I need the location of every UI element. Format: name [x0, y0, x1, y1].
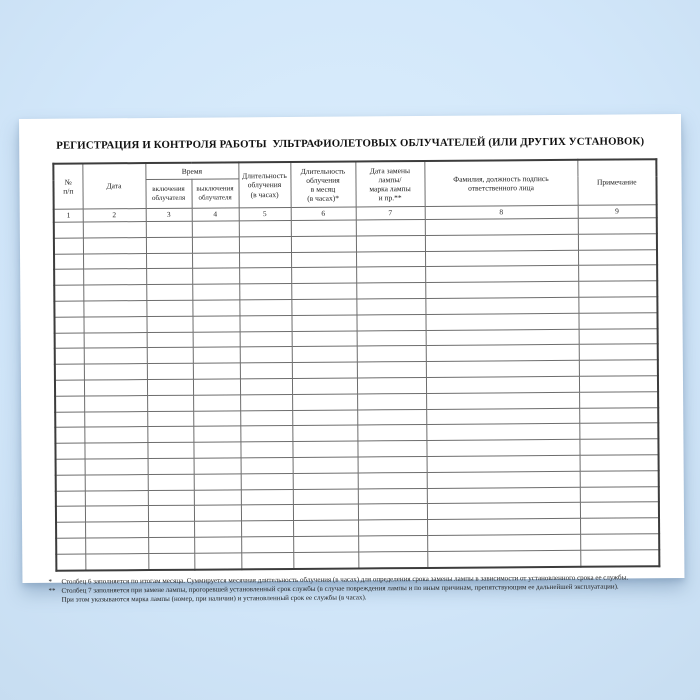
empty-form-cell [426, 376, 579, 393]
empty-form-cell [56, 475, 85, 491]
empty-form-cell [356, 235, 425, 251]
empty-form-cell [426, 392, 579, 409]
empty-form-cell [293, 520, 358, 536]
empty-form-cell [292, 362, 357, 378]
empty-form-cell [578, 297, 657, 313]
empty-form-cell [356, 283, 425, 299]
column-number-1: 1 [54, 209, 83, 222]
empty-form-cell [193, 410, 240, 426]
empty-form-cell [193, 379, 240, 395]
footnote-2-text-continuation: При этом указываются марка лампы (номер, при наличии) и установленный срок ее службы (в часах). [61, 593, 367, 605]
empty-form-cell [292, 441, 357, 457]
col-header-time-group: Время [145, 162, 238, 179]
empty-form-cell [579, 391, 658, 407]
empty-form-cell [146, 237, 192, 253]
empty-form-cell [241, 505, 293, 521]
empty-form-cell [192, 268, 239, 284]
empty-form-cell [148, 474, 194, 490]
document-page [19, 114, 684, 605]
empty-form-cell [291, 252, 356, 268]
empty-form-cell [580, 470, 659, 486]
column-number-5: 5 [239, 207, 291, 220]
empty-form-cell [55, 412, 84, 428]
empty-form-cell [56, 491, 85, 507]
empty-form-cell [148, 537, 194, 553]
empty-form-cell [358, 504, 427, 520]
table-body [54, 218, 660, 571]
empty-form-cell [578, 218, 657, 234]
empty-form-cell [83, 253, 146, 269]
empty-form-cell [291, 236, 356, 252]
empty-form-cell [54, 301, 83, 317]
empty-form-cell [193, 363, 240, 379]
empty-form-cell [425, 297, 578, 314]
empty-form-cell [425, 266, 578, 283]
empty-form-cell [240, 378, 292, 394]
empty-form-cell [357, 441, 426, 457]
empty-form-cell [293, 536, 358, 552]
empty-form-cell [426, 329, 579, 346]
empty-form-cell [579, 407, 658, 423]
empty-form-cell [240, 394, 292, 410]
empty-form-cell [240, 426, 292, 442]
empty-form-cell [147, 395, 193, 411]
empty-form-cell [358, 472, 427, 488]
column-number-4: 4 [192, 208, 239, 221]
col-header-remark: Примечание [577, 159, 656, 205]
empty-form-cell [358, 488, 427, 504]
empty-form-cell [241, 552, 293, 569]
empty-form-cell [194, 458, 241, 474]
empty-form-cell [192, 237, 239, 253]
empty-form-cell [83, 237, 146, 253]
empty-form-cell [293, 552, 358, 569]
empty-form-cell [56, 554, 85, 571]
empty-form-cell [192, 284, 239, 300]
empty-form-cell [54, 269, 83, 285]
empty-form-cell [579, 328, 658, 344]
empty-form-cell [193, 347, 240, 363]
empty-form-cell [240, 442, 292, 458]
empty-form-cell [55, 364, 84, 380]
empty-form-cell [148, 553, 194, 570]
empty-form-cell [357, 393, 426, 409]
empty-form-cell [55, 396, 84, 412]
empty-form-cell [239, 220, 291, 236]
empty-form-cell [357, 425, 426, 441]
empty-form-cell [293, 504, 358, 520]
empty-form-cell [84, 364, 147, 380]
empty-form-cell [85, 522, 148, 538]
empty-form-cell [291, 315, 356, 331]
empty-form-cell [426, 408, 579, 425]
empty-form-cell [55, 380, 84, 396]
empty-form-cell [56, 459, 85, 475]
header-row-top [53, 159, 656, 180]
empty-form-cell [85, 537, 148, 553]
empty-form-cell [292, 394, 357, 410]
empty-form-cell [357, 362, 426, 378]
empty-form-cell [241, 473, 293, 489]
empty-form-cell [579, 439, 658, 455]
empty-form-cell [54, 317, 83, 333]
empty-form-cell [84, 411, 147, 427]
column-number-3: 3 [146, 208, 192, 221]
empty-form-cell [192, 221, 239, 237]
empty-form-cell [83, 222, 146, 238]
empty-form-cell [580, 502, 659, 518]
col-header-date: Дата [82, 163, 145, 209]
registration-table [52, 158, 660, 571]
empty-form-cell [358, 520, 427, 536]
empty-form-cell [425, 250, 578, 267]
empty-form-cell [194, 537, 241, 553]
empty-form-cell [427, 455, 580, 472]
empty-form-cell [427, 550, 580, 567]
empty-form-cell [426, 360, 579, 377]
empty-form-cell [580, 486, 659, 502]
empty-form-cell [291, 299, 356, 315]
footnote-1-text: Столбец 6 заполняется по итогам месяца. Суммируется месячная длительность облучения (в часах) для определения срока замены лампы в зависимости от установленного срока ее службы. [61, 572, 629, 586]
empty-form-cell [54, 222, 83, 238]
column-number-6: 6 [291, 207, 356, 220]
empty-form-cell [192, 252, 239, 268]
empty-form-cell [356, 251, 425, 267]
empty-form-cell [193, 395, 240, 411]
col-header-number: № п/п [53, 164, 82, 210]
empty-form-cell [356, 219, 425, 235]
empty-form-cell [291, 283, 356, 299]
empty-form-cell [291, 267, 356, 283]
empty-form-cell [356, 314, 425, 330]
empty-form-cell [579, 360, 658, 376]
empty-form-cell [357, 409, 426, 425]
empty-form-cell [239, 268, 291, 284]
empty-form-cell [148, 521, 194, 537]
empty-form-cell [358, 456, 427, 472]
empty-form-cell [579, 344, 658, 360]
empty-form-cell [240, 410, 292, 426]
empty-form-cell [427, 487, 580, 504]
empty-form-cell [578, 234, 657, 250]
empty-form-cell [193, 442, 240, 458]
empty-form-cell [293, 457, 358, 473]
empty-form-cell [194, 489, 241, 505]
empty-form-cell [578, 281, 657, 297]
empty-form-cell [579, 376, 658, 392]
col-header-monthly-duration: Длительность облучения в месяц (в часах)* [290, 161, 355, 207]
footnote-1-marker: * [48, 577, 53, 586]
empty-form-cell [56, 522, 85, 538]
empty-form-cell [292, 346, 357, 362]
empty-form-cell [192, 316, 239, 332]
empty-form-cell [358, 551, 427, 568]
empty-form-cell [85, 458, 148, 474]
empty-form-cell [239, 236, 291, 252]
empty-form-cell [84, 395, 147, 411]
empty-form-cell [54, 285, 83, 301]
empty-form-cell [426, 345, 579, 362]
empty-form-cell [293, 489, 358, 505]
empty-form-cell [84, 380, 147, 396]
empty-form-cell [425, 313, 578, 330]
empty-form-cell [83, 269, 146, 285]
empty-form-cell [147, 427, 193, 443]
empty-form-cell [148, 490, 194, 506]
empty-form-cell [85, 490, 148, 506]
empty-form-cell [54, 238, 83, 254]
empty-form-cell [192, 300, 239, 316]
empty-form-cell [292, 425, 357, 441]
empty-form-cell [194, 474, 241, 490]
empty-form-cell [84, 443, 147, 459]
empty-form-cell [146, 221, 192, 237]
empty-form-cell [84, 348, 147, 364]
empty-form-cell [194, 505, 241, 521]
empty-form-cell [578, 249, 657, 265]
empty-form-cell [579, 423, 658, 439]
empty-form-cell [580, 534, 659, 550]
empty-form-cell [147, 348, 193, 364]
empty-form-cell [356, 267, 425, 283]
column-number-9: 9 [578, 205, 657, 219]
empty-form-cell [194, 553, 241, 570]
empty-form-cell [147, 363, 193, 379]
empty-form-cell [291, 220, 356, 236]
empty-form-cell [357, 377, 426, 393]
empty-form-cell [194, 521, 241, 537]
empty-form-cell [425, 281, 578, 298]
empty-form-cell [292, 410, 357, 426]
empty-form-cell [56, 538, 85, 554]
empty-form-cell [240, 347, 292, 363]
empty-form-cell [85, 553, 148, 570]
empty-form-cell [55, 443, 84, 459]
empty-form-cell [55, 427, 84, 443]
empty-form-cell [357, 346, 426, 362]
empty-form-cell [241, 489, 293, 505]
empty-form-cell [580, 518, 659, 534]
empty-form-cell [55, 348, 84, 364]
empty-form-cell [148, 458, 194, 474]
col-header-duration: Длительность облучения (в часах) [238, 162, 290, 208]
col-header-switch-off: выключения облучателя [191, 179, 238, 208]
empty-form-cell [426, 424, 579, 441]
col-header-lamp-replacement: Дата замены лампы/ марка лампы и пр.** [355, 161, 424, 207]
empty-form-cell [84, 332, 147, 348]
empty-form-cell [54, 254, 83, 270]
empty-form-cell [292, 378, 357, 394]
empty-form-cell [427, 471, 580, 488]
empty-form-cell [83, 301, 146, 317]
empty-form-cell [148, 506, 194, 522]
empty-form-cell [85, 474, 148, 490]
empty-form-cell [147, 379, 193, 395]
empty-form-cell [146, 316, 192, 332]
empty-form-cell [425, 218, 578, 235]
empty-form-cell [83, 316, 146, 332]
empty-form-cell [147, 332, 193, 348]
empty-form-cell [427, 503, 580, 520]
footnotes [48, 573, 670, 606]
empty-form-cell [56, 506, 85, 522]
empty-form-cell [146, 253, 192, 269]
empty-form-cell [580, 455, 659, 471]
empty-form-cell [426, 439, 579, 456]
col-header-switch-on: включения облучателя [145, 179, 191, 208]
empty-form-cell [425, 234, 578, 251]
empty-form-cell [239, 284, 291, 300]
table-header [53, 159, 656, 222]
empty-form-cell [427, 534, 580, 551]
empty-form-cell [578, 265, 657, 281]
empty-form-cell [427, 518, 580, 535]
empty-form-cell [239, 299, 291, 315]
empty-form-cell [241, 536, 293, 552]
empty-form-cell [84, 427, 147, 443]
empty-form-cell [578, 312, 657, 328]
empty-form-cell [146, 269, 192, 285]
empty-form-cell [240, 363, 292, 379]
document-title: РЕГИСТРАЦИЯ И КОНТРОЛЯ РАБОТЫ УЛЬТРАФИОЛЕТОВЫХ ОБЛУЧАТЕЛЕЙ (ИЛИ ДРУГИХ УСТАНОВОК) [56, 135, 645, 152]
empty-form-cell [239, 315, 291, 331]
empty-form-cell [292, 331, 357, 347]
empty-form-cell [147, 411, 193, 427]
column-number-8: 8 [425, 205, 578, 219]
col-header-responsible-person: Фамилия, должность подпись ответственного лица [424, 160, 577, 207]
empty-form-cell [580, 549, 659, 566]
empty-form-cell [241, 457, 293, 473]
empty-form-row [56, 549, 659, 570]
empty-form-cell [146, 284, 192, 300]
empty-form-cell [85, 506, 148, 522]
empty-form-cell [357, 330, 426, 346]
empty-form-cell [358, 535, 427, 551]
empty-form-cell [146, 300, 192, 316]
empty-form-cell [293, 473, 358, 489]
footnote-2-marker: ** [48, 586, 56, 595]
column-number-7: 7 [356, 206, 425, 220]
empty-form-cell [193, 331, 240, 347]
empty-form-cell [83, 285, 146, 301]
empty-form-cell [356, 298, 425, 314]
empty-form-cell [193, 426, 240, 442]
empty-form-cell [147, 442, 193, 458]
empty-form-cell [240, 331, 292, 347]
empty-form-cell [55, 333, 84, 349]
column-number-2: 2 [83, 209, 146, 222]
empty-form-cell [239, 252, 291, 268]
footnote-2-text: Столбец 7 заполняется при замене лампы, прогоревшей установленный срок службы (в случае повреждения лампы и по иным причинам, препятствующим ее дальнейшей эксплуатации). [61, 582, 619, 595]
empty-form-cell [241, 521, 293, 537]
